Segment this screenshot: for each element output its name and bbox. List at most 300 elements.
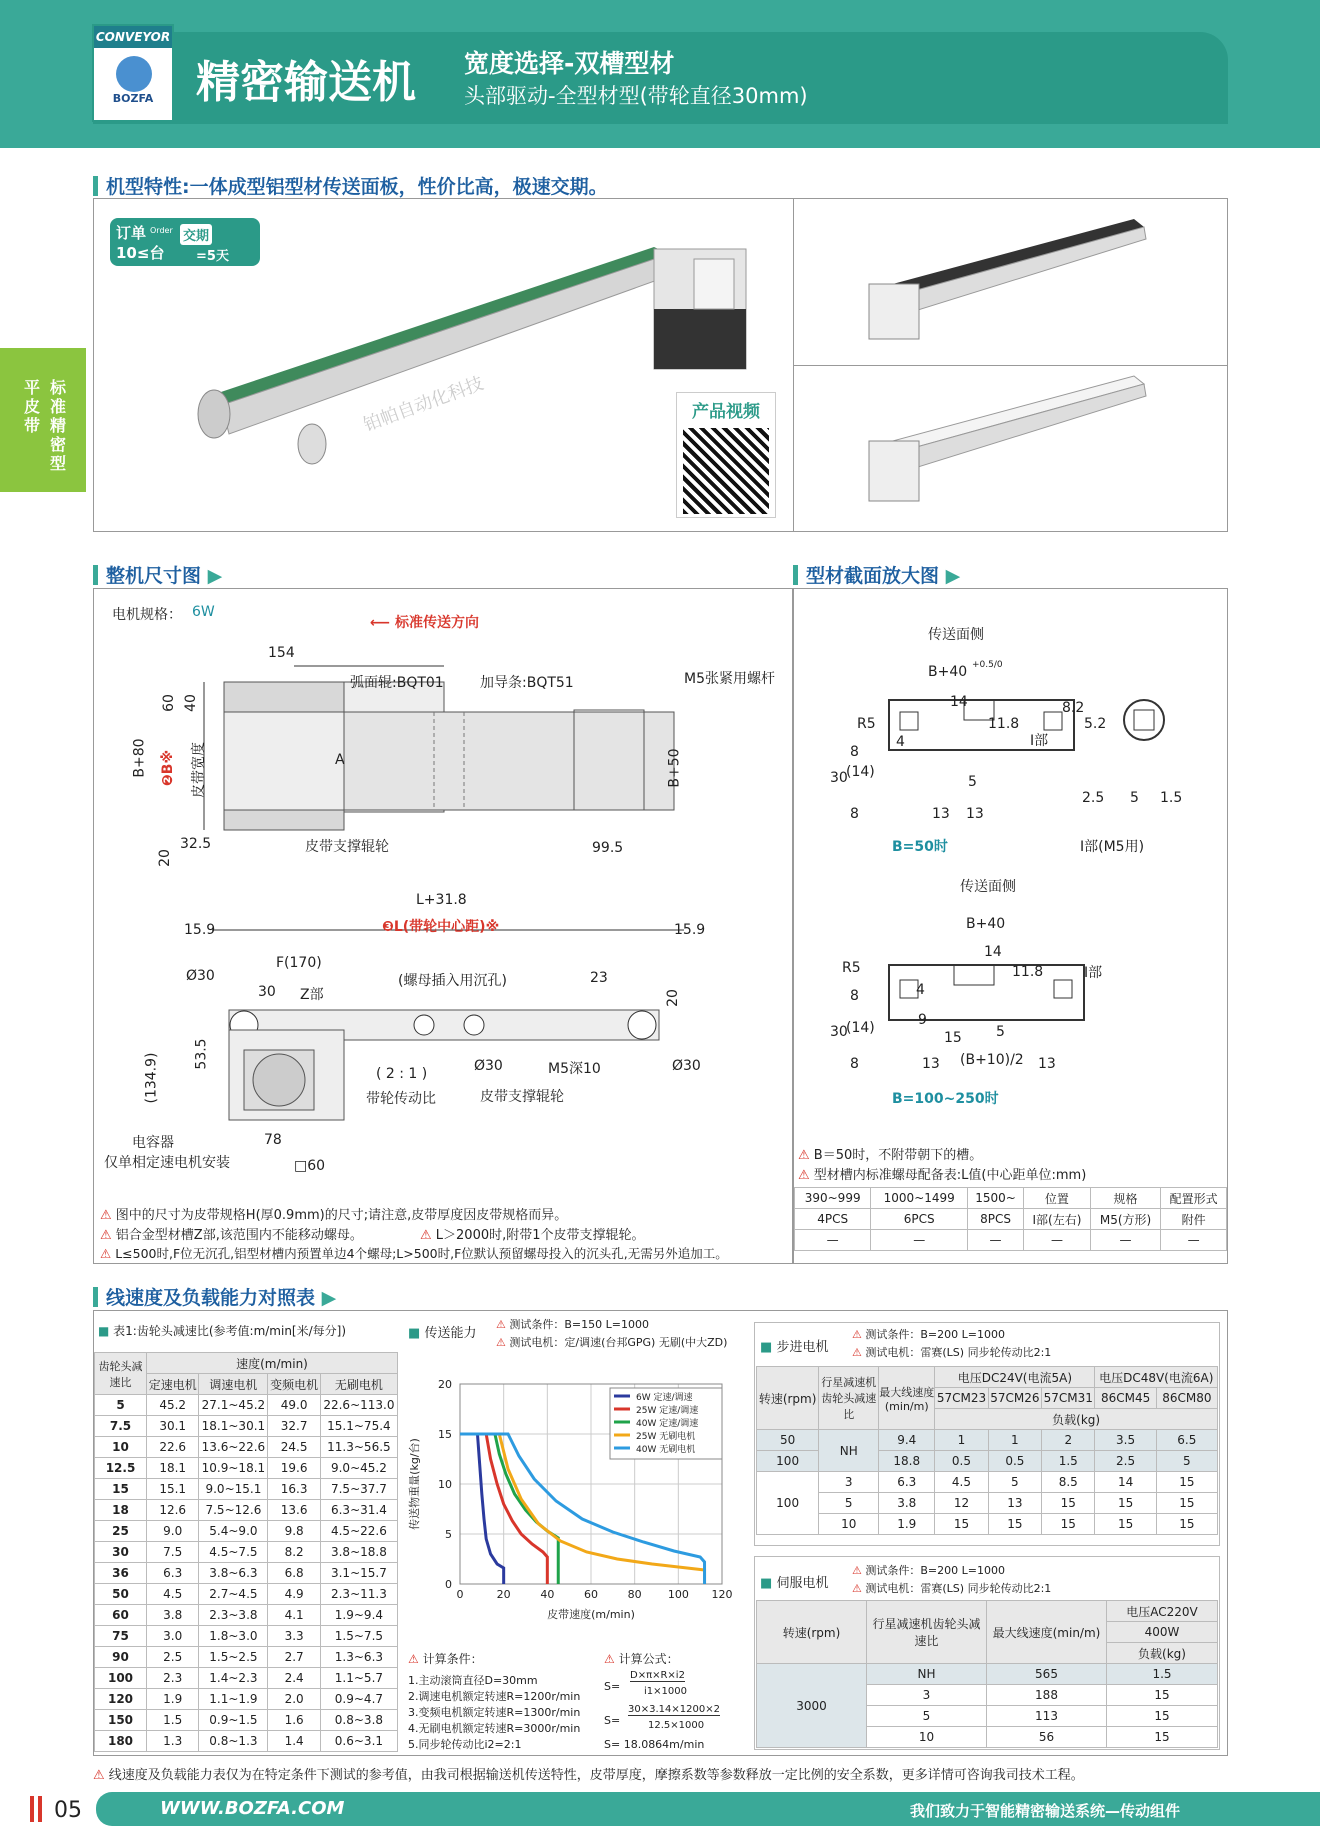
stepper-r2-c4: 5 bbox=[988, 1472, 1041, 1493]
page-subtitle-2: 头部驱动-全型材型(带轮直径30mm) bbox=[464, 84, 808, 108]
dim-b: ❷B※ bbox=[160, 749, 177, 787]
formula-1a: D×π×R×i2 bbox=[630, 1670, 685, 1681]
ratio-cell: 90 bbox=[95, 1647, 147, 1668]
servo-cond2-text: 测试电机：雷赛(LS) 同步轮传动比2:1 bbox=[865, 1582, 1052, 1595]
nut-h5: 配置形式 bbox=[1161, 1188, 1227, 1209]
formula-1b: i1×1000 bbox=[644, 1686, 687, 1697]
speed-cell: 0.9~4.7 bbox=[320, 1689, 397, 1710]
speed-cell: 1.4 bbox=[268, 1731, 320, 1752]
table-row bbox=[95, 1479, 398, 1500]
speed-footnote-text: 线速度及负载能力表仅为在特定条件下测试的参考值，由我司根据输送机传送特性，皮带厚度，摩擦系数等参数释放一定比例的安全系数，更多详情可咨询我司技术工程。 bbox=[108, 1768, 1084, 1783]
speed-cell: 2.7~4.5 bbox=[199, 1584, 268, 1605]
speed-cell: 4.5~22.6 bbox=[320, 1521, 397, 1542]
servo-r2-c0: 5 bbox=[867, 1706, 987, 1727]
dim-40: 40 bbox=[182, 694, 199, 712]
speed-cell: 2.5 bbox=[147, 1647, 199, 1668]
profile-top-label-a: 传送面侧 bbox=[928, 627, 984, 643]
y-axis-label: 传送物重量(kg/台) bbox=[408, 1438, 421, 1530]
stepper-r2-c6: 14 bbox=[1095, 1472, 1156, 1493]
stepper-r4-c5: 15 bbox=[1042, 1514, 1095, 1535]
servo-r1-c1: 188 bbox=[987, 1685, 1107, 1706]
speed-cell: 7.5 bbox=[147, 1542, 199, 1563]
speed-cell: 3.3 bbox=[268, 1626, 320, 1647]
table-row bbox=[95, 1542, 398, 1563]
profile-b-14: 14 bbox=[984, 944, 1002, 960]
speed-cell: 5.4~9.0 bbox=[199, 1521, 268, 1542]
stepper-r4-c7: 15 bbox=[1156, 1514, 1217, 1535]
ratio-cell: 5 bbox=[95, 1395, 147, 1416]
speed-cell: 3.0 bbox=[147, 1626, 199, 1647]
formula-2b: 12.5×1000 bbox=[648, 1720, 705, 1731]
dim-f170: F(170) bbox=[276, 955, 322, 971]
profile-note-2: ⚠ 型材槽内标准螺母配备表:L值(中心距单位:mm) bbox=[798, 1168, 1087, 1183]
speed-title: 线速度及负载能力对照表 bbox=[106, 1287, 316, 1309]
ratio-cell: 100 bbox=[95, 1668, 147, 1689]
profile-a-r5: R5 bbox=[857, 716, 876, 732]
dim-belt-width: 皮带宽度 bbox=[191, 742, 207, 798]
stepper-r0-c5: 2 bbox=[1042, 1430, 1095, 1451]
dim-a: A bbox=[335, 752, 345, 768]
speed-cell: 0.9~1.5 bbox=[199, 1710, 268, 1731]
speed-cell: 1.9 bbox=[147, 1689, 199, 1710]
speed-cell: 0.6~3.1 bbox=[320, 1731, 397, 1752]
calc-item-3: 3.变频电机额定转速R=1300r/min bbox=[408, 1706, 581, 1719]
stepper-table bbox=[756, 1366, 1218, 1535]
nut-h1: 1000~1499 bbox=[871, 1188, 968, 1209]
stepper-model-3: 86CM45 bbox=[1095, 1388, 1156, 1409]
profile-b-14p: (14) bbox=[846, 1020, 875, 1036]
table-row bbox=[95, 1521, 398, 1542]
profile-heading: 型材截面放大图 ▶ bbox=[793, 561, 960, 588]
speed-cell: 12.6 bbox=[147, 1500, 199, 1521]
calc-title: ⚠ 计算条件： bbox=[408, 1652, 483, 1666]
dim-23: 23 bbox=[590, 970, 608, 986]
dim-note-2: ⚠ 铝合金型材槽Z部,该范围内不能移动螺母。 bbox=[100, 1228, 363, 1243]
table-row bbox=[95, 1458, 398, 1479]
servo-h-ratio: 行星减速机齿轮头减速比 bbox=[867, 1601, 987, 1664]
table-row bbox=[95, 1689, 398, 1710]
x-tick-label: 0 bbox=[456, 1588, 464, 1601]
stepper-r0-c2: 9.4 bbox=[879, 1430, 935, 1451]
website-link[interactable]: WWW.BOZFA.COM bbox=[160, 1798, 345, 1819]
stepper-r4-c2: 1.9 bbox=[879, 1514, 935, 1535]
logo-bottom-text: BOZFA bbox=[112, 92, 154, 105]
speed-cell: 15.1~75.4 bbox=[320, 1416, 397, 1437]
dim-l-center: ❸L(带轮中心距)※ bbox=[382, 919, 500, 935]
ratio-cell: 150 bbox=[95, 1710, 147, 1731]
stepper-r3-c5: 15 bbox=[1042, 1493, 1095, 1514]
table-row bbox=[95, 1731, 398, 1752]
nut-h3: 位置 bbox=[1023, 1188, 1090, 1209]
x-tick-label: 100 bbox=[667, 1588, 689, 1601]
servo-r0-c1: 565 bbox=[987, 1664, 1107, 1685]
stepper-r3-c7: 15 bbox=[1156, 1493, 1217, 1514]
ratio-cell: 7.5 bbox=[95, 1416, 147, 1437]
nut-d2: — bbox=[968, 1230, 1024, 1251]
servo-title-text: 伺服电机 bbox=[776, 1576, 829, 1591]
servo-h-load: 负载(kg) bbox=[1107, 1643, 1218, 1664]
speed-cell: 24.5 bbox=[268, 1437, 320, 1458]
detail-caption: I部(M5用) bbox=[1080, 839, 1145, 855]
speed-cell: 6.3~31.4 bbox=[320, 1500, 397, 1521]
dimensions-title: 整机尺寸图 bbox=[106, 565, 202, 587]
stepper-r2-c7: 15 bbox=[1156, 1472, 1217, 1493]
dim-78: 78 bbox=[264, 1132, 282, 1148]
page-subtitle-1: 宽度选择-双槽型材 bbox=[464, 49, 675, 78]
nut-r1: 6PCS bbox=[871, 1209, 968, 1230]
qr-label: 产品视频 bbox=[692, 402, 760, 422]
servo-r1-c2: 15 bbox=[1107, 1685, 1218, 1706]
legend-label: 25W 无刷电机 bbox=[636, 1432, 696, 1442]
ratio-cell: 10 bbox=[95, 1437, 147, 1458]
servo-table bbox=[756, 1600, 1218, 1748]
speed-cell: 8.2 bbox=[268, 1542, 320, 1563]
stepper-r2-c5: 8.5 bbox=[1042, 1472, 1095, 1493]
speed-cell: 1.8~3.0 bbox=[199, 1626, 268, 1647]
dim-m5-depth: M5深10 bbox=[548, 1061, 601, 1077]
stepper-cond1: ⚠ 测试条件：B=200 L=1000 bbox=[852, 1328, 1005, 1341]
calc-item-4: 4.无刷电机额定转速R=3000r/min bbox=[408, 1722, 581, 1735]
profile-note-1-text: B＝50时，不附带朝下的槽。 bbox=[813, 1148, 983, 1163]
nut-table bbox=[794, 1187, 1227, 1251]
servo-cond2: ⚠ 测试电机：雷赛(LS) 同步轮传动比2:1 bbox=[852, 1582, 1052, 1595]
qr-code-icon bbox=[683, 428, 769, 514]
dim-99-5: 99.5 bbox=[592, 840, 624, 856]
profile-b-9: 9 bbox=[918, 1012, 927, 1028]
y-tick-label: 20 bbox=[438, 1378, 452, 1391]
speed-cell: 4.1 bbox=[268, 1605, 320, 1626]
profile-a-14p: (14) bbox=[846, 764, 875, 780]
profile-b-b10: (B+10)/2 bbox=[960, 1052, 1024, 1068]
dim-15-9-right: 15.9 bbox=[674, 922, 706, 938]
dim-30: 30 bbox=[258, 984, 276, 1000]
profile-caption-a: B=50时 bbox=[892, 839, 948, 855]
stepper-r0-c7: 6.5 bbox=[1156, 1430, 1217, 1451]
dim-32-5: 32.5 bbox=[180, 836, 212, 852]
profile-width-a: B+40 bbox=[928, 664, 968, 680]
stepper-h-ratio: 行星减速机齿轮头减速比 bbox=[819, 1367, 879, 1430]
speed-cell: 10.9~18.1 bbox=[199, 1458, 268, 1479]
stepper-r4-c4: 15 bbox=[988, 1514, 1041, 1535]
detail-1-5: 1.5 bbox=[1160, 790, 1183, 806]
speed-cell: 7.5~12.6 bbox=[199, 1500, 268, 1521]
product-image-2 bbox=[794, 199, 1228, 364]
servo-h-power: 400W bbox=[1107, 1622, 1218, 1643]
label-z-part: Z部 bbox=[300, 987, 324, 1003]
badge-delivery-label: 交期 bbox=[180, 224, 212, 245]
speed-cell: 16.3 bbox=[268, 1479, 320, 1500]
speed-cell: 7.5~37.7 bbox=[320, 1479, 397, 1500]
speed-cell: 27.1~45.2 bbox=[199, 1395, 268, 1416]
speed-cell: 1.6 bbox=[268, 1710, 320, 1731]
profile-a-i: I部 bbox=[1030, 733, 1049, 749]
profile-b-i: I部 bbox=[1084, 965, 1103, 981]
profile-a-30: 30 bbox=[830, 770, 848, 786]
capacity-cond1: ⚠ 测试条件：B=150 L=1000 bbox=[496, 1318, 649, 1331]
profile-b-8-bot: 8 bbox=[850, 1056, 859, 1072]
product-video-qr[interactable] bbox=[676, 392, 776, 518]
dim-note-4-text: L≤500时,F位无沉孔,铝型材槽内预置单边4个螺母;L>500时,F位默认预留螺母投入的沉头孔,无需另外追加工。 bbox=[115, 1246, 728, 1261]
motor-spec-label: 电机规格： bbox=[112, 607, 182, 623]
ratio-cell: 180 bbox=[95, 1731, 147, 1752]
profile-caption-b: B=100~250时 bbox=[892, 1091, 999, 1107]
speed-cell: 2.0 bbox=[268, 1689, 320, 1710]
servo-r0-c2: 1.5 bbox=[1107, 1664, 1218, 1685]
table1-col0: 齿轮头减速比 bbox=[95, 1353, 147, 1395]
stepper-r3-c2: 3.8 bbox=[879, 1493, 935, 1514]
dim-154: 154 bbox=[268, 645, 295, 661]
watermark-text: 铂帕自动化科技 bbox=[360, 372, 487, 436]
speed-cell: 3.8~6.3 bbox=[199, 1563, 268, 1584]
servo-r2-c2: 15 bbox=[1107, 1706, 1218, 1727]
table-row bbox=[95, 1500, 398, 1521]
profile-b-13-r: 13 bbox=[1038, 1056, 1056, 1072]
servo-cond1-text: 测试条件：B=200 L=1000 bbox=[865, 1564, 1005, 1577]
nut-r3: I部(左右) bbox=[1023, 1209, 1090, 1230]
dim-53-5: 53.5 bbox=[193, 1038, 210, 1070]
footer-mark-1 bbox=[30, 1796, 34, 1822]
profile-a-11-8: 11.8 bbox=[988, 716, 1020, 732]
servo-r3-c0: 10 bbox=[867, 1727, 987, 1748]
stepper-r2-c2: 6.3 bbox=[879, 1472, 935, 1493]
brand-logo bbox=[92, 24, 174, 122]
label-capacitor: 电容器 bbox=[132, 1135, 174, 1151]
side-category-tab bbox=[0, 348, 86, 492]
transport-direction-text: 标准传送方向 bbox=[394, 615, 479, 631]
formula-title-text: 计算公式： bbox=[618, 1652, 679, 1666]
capacity-title: ■ 传送能力 bbox=[408, 1326, 477, 1341]
dim-l318: L+31.8 bbox=[416, 892, 467, 908]
nut-r4: M5(方形) bbox=[1090, 1209, 1160, 1230]
speed-cell: 4.9 bbox=[268, 1584, 320, 1605]
profile-a-5: 5 bbox=[968, 774, 977, 790]
y-tick-label: 15 bbox=[438, 1428, 452, 1441]
speed-table bbox=[94, 1352, 398, 1752]
formula-result: S= 18.0864m/min bbox=[604, 1738, 705, 1751]
formula-s1: S= bbox=[604, 1680, 621, 1693]
servo-cond1: ⚠ 测试条件：B=200 L=1000 bbox=[852, 1564, 1005, 1577]
label-tension-screw: M5张紧用螺杆 bbox=[684, 671, 775, 687]
profile-b-8-top: 8 bbox=[850, 988, 859, 1004]
nut-r0: 4PCS bbox=[795, 1209, 871, 1230]
calc-item-5: 5.同步轮传动比i2=2:1 bbox=[408, 1738, 522, 1751]
legend-label: 25W 定速/调速 bbox=[636, 1406, 699, 1416]
profile-a-4: 4 bbox=[896, 734, 905, 750]
ratio-cell: 50 bbox=[95, 1584, 147, 1605]
dim-note-3-text: L＞2000时,附带1个皮带支撑辊轮。 bbox=[435, 1228, 645, 1243]
formula-title: ⚠ 计算公式： bbox=[604, 1652, 679, 1666]
speed-cell: 9.0~45.2 bbox=[320, 1458, 397, 1479]
stepper-r3-c6: 15 bbox=[1095, 1493, 1156, 1514]
transport-direction: ⟵ 标准传送方向 bbox=[370, 615, 479, 631]
ratio-cell: 12.5 bbox=[95, 1458, 147, 1479]
speed-heading: 线速度及负载能力对照表 ▶ bbox=[93, 1283, 336, 1310]
nut-h0: 390~999 bbox=[795, 1188, 871, 1209]
dim-sq60: □60 bbox=[294, 1158, 326, 1174]
profile-a-13-r: 13 bbox=[966, 806, 984, 822]
table-row bbox=[95, 1395, 398, 1416]
dim-note-2-text: 铝合金型材槽Z部,该范围内不能移动螺母。 bbox=[115, 1228, 363, 1243]
legend-label: 6W 定速/调速 bbox=[636, 1393, 693, 1403]
dim-ratio: ( 2 : 1 ) bbox=[376, 1066, 428, 1082]
detail-5: 5 bbox=[1130, 790, 1139, 806]
speed-cell: 13.6~22.6 bbox=[199, 1437, 268, 1458]
stepper-r1-c6: 2.5 bbox=[1095, 1451, 1156, 1472]
speed-cell: 13.6 bbox=[268, 1500, 320, 1521]
y-tick-label: 0 bbox=[445, 1578, 452, 1591]
speed-cell: 4.5~7.5 bbox=[199, 1542, 268, 1563]
stepper-title: ■ 步进电机 bbox=[760, 1340, 829, 1355]
servo-h-max: 最大线速度(min/m) bbox=[987, 1601, 1107, 1664]
stepper-title-text: 步进电机 bbox=[776, 1340, 829, 1355]
stepper-r1-c2: 18.8 bbox=[879, 1451, 935, 1472]
footer-mark-2 bbox=[38, 1796, 42, 1822]
stepper-r0-c1: NH bbox=[819, 1430, 879, 1472]
profile-b-15: 15 bbox=[944, 1030, 962, 1046]
speed-cell: 11.3~56.5 bbox=[320, 1437, 397, 1458]
speed-cell: 22.6 bbox=[147, 1437, 199, 1458]
legend-label: 40W 定速/调速 bbox=[636, 1419, 699, 1429]
table-row bbox=[95, 1605, 398, 1626]
stepper-model-2: 57CM31 bbox=[1042, 1388, 1095, 1409]
stepper-model-1: 57CM26 bbox=[988, 1388, 1041, 1409]
speed-cell: 32.7 bbox=[268, 1416, 320, 1437]
footer-slogan: 我们致力于智能精密输送系统—传动组件 bbox=[910, 1802, 1181, 1820]
speed-cell: 18.1 bbox=[147, 1458, 199, 1479]
dim-note-3: ⚠ L＞2000时,附带1个皮带支撑辊轮。 bbox=[420, 1228, 645, 1243]
ratio-cell: 15 bbox=[95, 1479, 147, 1500]
nut-h4: 规格 bbox=[1090, 1188, 1160, 1209]
speed-cell: 2.3~11.3 bbox=[320, 1584, 397, 1605]
speed-cell: 15.1 bbox=[147, 1479, 199, 1500]
speed-cell: 1.1~1.9 bbox=[199, 1689, 268, 1710]
stepper-r2-c1: 3 bbox=[819, 1472, 879, 1493]
dimensions-heading: 整机尺寸图 ▶ bbox=[93, 561, 222, 588]
speed-cell: 3.8 bbox=[147, 1605, 199, 1626]
capacity-cond2-text: 测试电机：定/调速(台邦GPG) 无刷(中大ZD) bbox=[509, 1336, 728, 1349]
stepper-h-max: 最大线速度(min/m) bbox=[879, 1367, 935, 1430]
x-tick-label: 40 bbox=[540, 1588, 555, 1601]
stepper-r3-c1: 5 bbox=[819, 1493, 879, 1514]
profile-width-b: B+40 bbox=[966, 916, 1006, 932]
speed-cell: 1.3 bbox=[147, 1731, 199, 1752]
table1-h2: 变频电机 bbox=[268, 1374, 320, 1395]
table1-title: ■ 表1:齿轮头减速比(参考值:m/min[米/每分]) bbox=[98, 1324, 347, 1338]
stepper-r3-c3: 12 bbox=[935, 1493, 988, 1514]
label-pulley-ratio: 带轮传动比 bbox=[366, 1091, 436, 1107]
profile-a-14: 14 bbox=[950, 694, 968, 710]
order-delivery-badge bbox=[110, 218, 260, 266]
speed-cell: 49.0 bbox=[268, 1395, 320, 1416]
speed-cell: 22.6~113.0 bbox=[320, 1395, 397, 1416]
badge-order-en: Order bbox=[150, 226, 173, 235]
ratio-cell: 18 bbox=[95, 1500, 147, 1521]
speed-cell: 1.3~6.3 bbox=[320, 1647, 397, 1668]
speed-cell: 1.4~2.3 bbox=[199, 1668, 268, 1689]
x-tick-label: 60 bbox=[584, 1588, 598, 1601]
nut-d0: — bbox=[795, 1230, 871, 1251]
x-axis-label: 皮带速度(m/min) bbox=[547, 1608, 635, 1621]
speed-cell: 3.8~18.8 bbox=[320, 1542, 397, 1563]
motor-spec-value: 6W bbox=[192, 604, 215, 620]
table-row bbox=[95, 1710, 398, 1731]
servo-r2-c1: 113 bbox=[987, 1706, 1107, 1727]
servo-r3-c1: 56 bbox=[987, 1727, 1107, 1748]
speed-cell: 1.5 bbox=[147, 1710, 199, 1731]
dim-d30-right: Ø30 bbox=[672, 1058, 701, 1074]
dimension-drawings bbox=[94, 630, 792, 1190]
table1-group: 速度(m/min) bbox=[147, 1353, 398, 1374]
stepper-r0-c0: 50 bbox=[757, 1430, 819, 1451]
speed-cell: 2.3 bbox=[147, 1668, 199, 1689]
dim-d30-mid: Ø30 bbox=[474, 1058, 503, 1074]
formula-s2: S= bbox=[604, 1714, 621, 1727]
product-image-3 bbox=[794, 366, 1228, 531]
stepper-r3-c0: 100 bbox=[757, 1472, 819, 1535]
nut-r5: 附件 bbox=[1161, 1209, 1227, 1230]
stepper-r0-c6: 3.5 bbox=[1095, 1430, 1156, 1451]
logo-top-text: CONVEYOR bbox=[94, 26, 172, 48]
x-tick-label: 20 bbox=[496, 1588, 511, 1601]
dim-b50: B+50 bbox=[666, 748, 683, 788]
dim-b80: B+80 bbox=[131, 738, 148, 778]
profile-a-8-bot: 8 bbox=[850, 806, 859, 822]
formula-2a: 30×3.14×1200×2 bbox=[628, 1704, 720, 1715]
ratio-cell: 25 bbox=[95, 1521, 147, 1542]
speed-cell: 0.8~3.8 bbox=[320, 1710, 397, 1731]
label-support-roller: 皮带支撑辊轮 bbox=[305, 839, 389, 855]
stepper-load: 负载(kg) bbox=[935, 1409, 1218, 1430]
capacity-cond2: ⚠ 测试电机：定/调速(台邦GPG) 无刷(中大ZD) bbox=[496, 1336, 728, 1349]
stepper-r0-c3: 1 bbox=[935, 1430, 988, 1451]
profile-a-13-l: 13 bbox=[932, 806, 950, 822]
label-nut-hole: (螺母插入用沉孔) bbox=[398, 973, 507, 989]
ratio-cell: 120 bbox=[95, 1689, 147, 1710]
globe-icon bbox=[116, 56, 152, 92]
profile-top-label-b: 传送面侧 bbox=[960, 879, 1016, 895]
dim-60: 60 bbox=[160, 694, 177, 712]
profile-b-11-8: 11.8 bbox=[1012, 964, 1044, 980]
table-row bbox=[95, 1647, 398, 1668]
ratio-cell: 60 bbox=[95, 1605, 147, 1626]
page-number: 05 bbox=[54, 1798, 82, 1823]
table1-h0: 定速电机 bbox=[147, 1374, 199, 1395]
x-tick-label: 120 bbox=[711, 1588, 733, 1601]
capacity-title-text: 传送能力 bbox=[424, 1326, 477, 1341]
speed-cell: 30.1 bbox=[147, 1416, 199, 1437]
calc-item-2: 2.调速电机额定转速R=1200r/min bbox=[408, 1690, 581, 1703]
badge-order-label: 订单 bbox=[116, 224, 147, 242]
side-tab-col2: 平皮带 bbox=[24, 378, 41, 435]
stepper-r1-c3: 0.5 bbox=[935, 1451, 988, 1472]
series-line-3 bbox=[460, 1434, 558, 1584]
stepper-h-speed: 转速(rpm) bbox=[757, 1367, 819, 1430]
servo-r0-c0: NH bbox=[867, 1664, 987, 1685]
stepper-r3-c4: 13 bbox=[988, 1493, 1041, 1514]
badge-delivery-value: =5天 bbox=[196, 249, 229, 264]
speed-cell: 19.6 bbox=[268, 1458, 320, 1479]
speed-cell: 6.8 bbox=[268, 1563, 320, 1584]
speed-cell: 4.5 bbox=[147, 1584, 199, 1605]
stepper-r2-c3: 4.5 bbox=[935, 1472, 988, 1493]
page-footer bbox=[0, 1790, 1320, 1830]
speed-cell: 1.5~7.5 bbox=[320, 1626, 397, 1647]
speed-cell: 9.0 bbox=[147, 1521, 199, 1542]
speed-cell: 18.1~30.1 bbox=[199, 1416, 268, 1437]
ratio-cell: 36 bbox=[95, 1563, 147, 1584]
dim-d30-left: Ø30 bbox=[186, 968, 215, 984]
profile-b-4: 4 bbox=[916, 982, 925, 998]
